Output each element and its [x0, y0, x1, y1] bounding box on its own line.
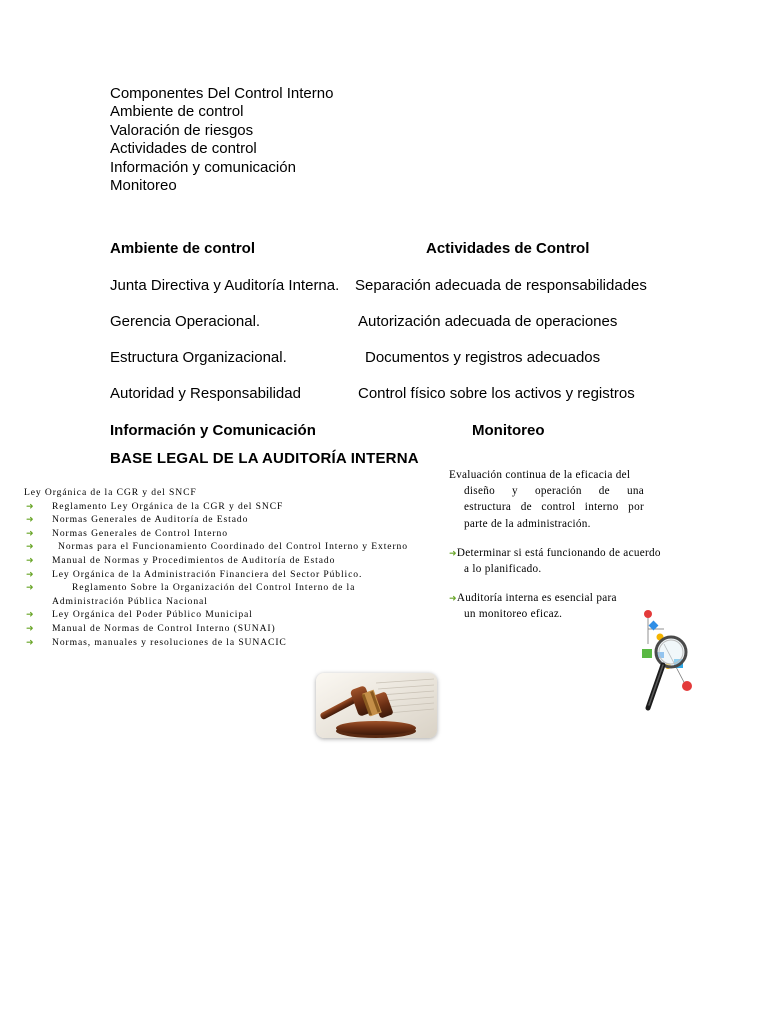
row-right: Separación adecuada de responsabilidades — [355, 277, 647, 294]
list-item: ➜ Normas, manuales y resoluciones de la SUNACIC — [26, 636, 287, 648]
list-item: ➜ Manual de Normas y Procedimientos de Auditoría de Estado — [26, 554, 336, 566]
green-arrow-icon: ➜ — [26, 514, 34, 525]
base-legal-list — [24, 486, 419, 649]
magnifier-diagram-image — [634, 604, 704, 714]
gavel-image — [316, 673, 437, 738]
header-ambiente: Ambiente de control — [110, 240, 256, 257]
green-arrow-icon: ➜ — [449, 547, 457, 558]
list-item: Valoración de riesgos — [110, 121, 254, 139]
monitoreo-text — [449, 467, 689, 623]
green-arrow-icon: ➜ — [26, 554, 34, 565]
monitoreo-bullet-1: ➜Determinar si está funcionando de acuerdo — [449, 546, 661, 559]
list-item: ➜ Normas Generales de Control Interno — [26, 527, 228, 539]
row-right: Control físico sobre los activos y registros — [358, 385, 635, 402]
monitoreo-bullet-2: ➜Auditoría interna es esencial para — [449, 592, 617, 605]
list-item: Información y comunicación — [110, 158, 296, 176]
header-monitoreo: Monitoreo — [472, 422, 545, 439]
list-item: ➜ Ley Orgánica de la Administración Financiera del Sector Público. — [26, 568, 363, 580]
row-right: Autorización adecuada de operaciones — [358, 313, 618, 330]
row-left: Autoridad y Responsabilidad — [110, 385, 301, 402]
green-arrow-icon: ➜ — [26, 568, 34, 579]
componentes-list — [110, 85, 333, 195]
header-actividades: Actividades de Control — [426, 240, 590, 257]
monitoreo-bullet-1-cont: a lo planificado. — [464, 563, 542, 576]
green-arrow-icon: ➜ — [26, 582, 34, 593]
base-legal-lead: Ley Orgánica de la CGR y del SNCF — [24, 487, 197, 498]
green-arrow-icon: ➜ — [26, 636, 34, 647]
list-item: ➜ Reglamento Ley Orgánica de la CGR y del SNCF — [26, 500, 284, 512]
green-arrow-icon: ➜ — [26, 622, 34, 633]
green-arrow-icon: ➜ — [26, 609, 34, 620]
list-item: Monitoreo — [110, 177, 177, 195]
monitoreo-para1-line: estructura de control interno por — [464, 501, 644, 514]
green-arrow-icon: ➜ — [26, 541, 34, 552]
monitoreo-para1-first: Evaluación continua de la eficacia del — [449, 469, 631, 481]
list-item: Componentes Del Control Interno — [110, 85, 334, 102]
list-item: ➜ Reglamento Sobre la Organización del Control Interno de la Administración Pública Nacional — [26, 582, 356, 607]
row-left: Junta Directiva y Auditoría Interna. — [110, 277, 340, 294]
header-informacion: Información y Comunicación — [110, 422, 316, 439]
list-item: Actividades de control — [110, 140, 257, 158]
list-item: ➜ Manual de Normas de Control Interno (SUNAI) — [26, 622, 276, 634]
row-left: Estructura Organizacional. — [110, 349, 287, 366]
row-right: Documentos y registros adecuados — [365, 349, 601, 366]
monitoreo-para1-line: parte de la administración. — [464, 517, 591, 530]
green-arrow-icon: ➜ — [26, 500, 34, 511]
green-arrow-icon: ➜ — [26, 527, 34, 538]
list-item: Ambiente de control — [110, 103, 244, 121]
base-legal-title: BASE LEGAL DE LA AUDITORÍA INTERNA — [110, 450, 419, 467]
list-item: ➜ Normas Generales de Auditoría de Estado — [26, 514, 249, 526]
row-left: Gerencia Operacional. — [110, 313, 261, 330]
list-item: ➜ Normas para el Funcionamiento Coordinado del Control Interno y Externo — [26, 541, 408, 553]
list-item: ➜ Ley Orgánica del Poder Público Municipal — [26, 609, 253, 621]
green-arrow-icon: ➜ — [449, 593, 457, 604]
monitoreo-para1-line: diseño y operación de una — [464, 485, 644, 498]
monitoreo-bullet-2-cont: un monitoreo eficaz. — [464, 608, 563, 621]
